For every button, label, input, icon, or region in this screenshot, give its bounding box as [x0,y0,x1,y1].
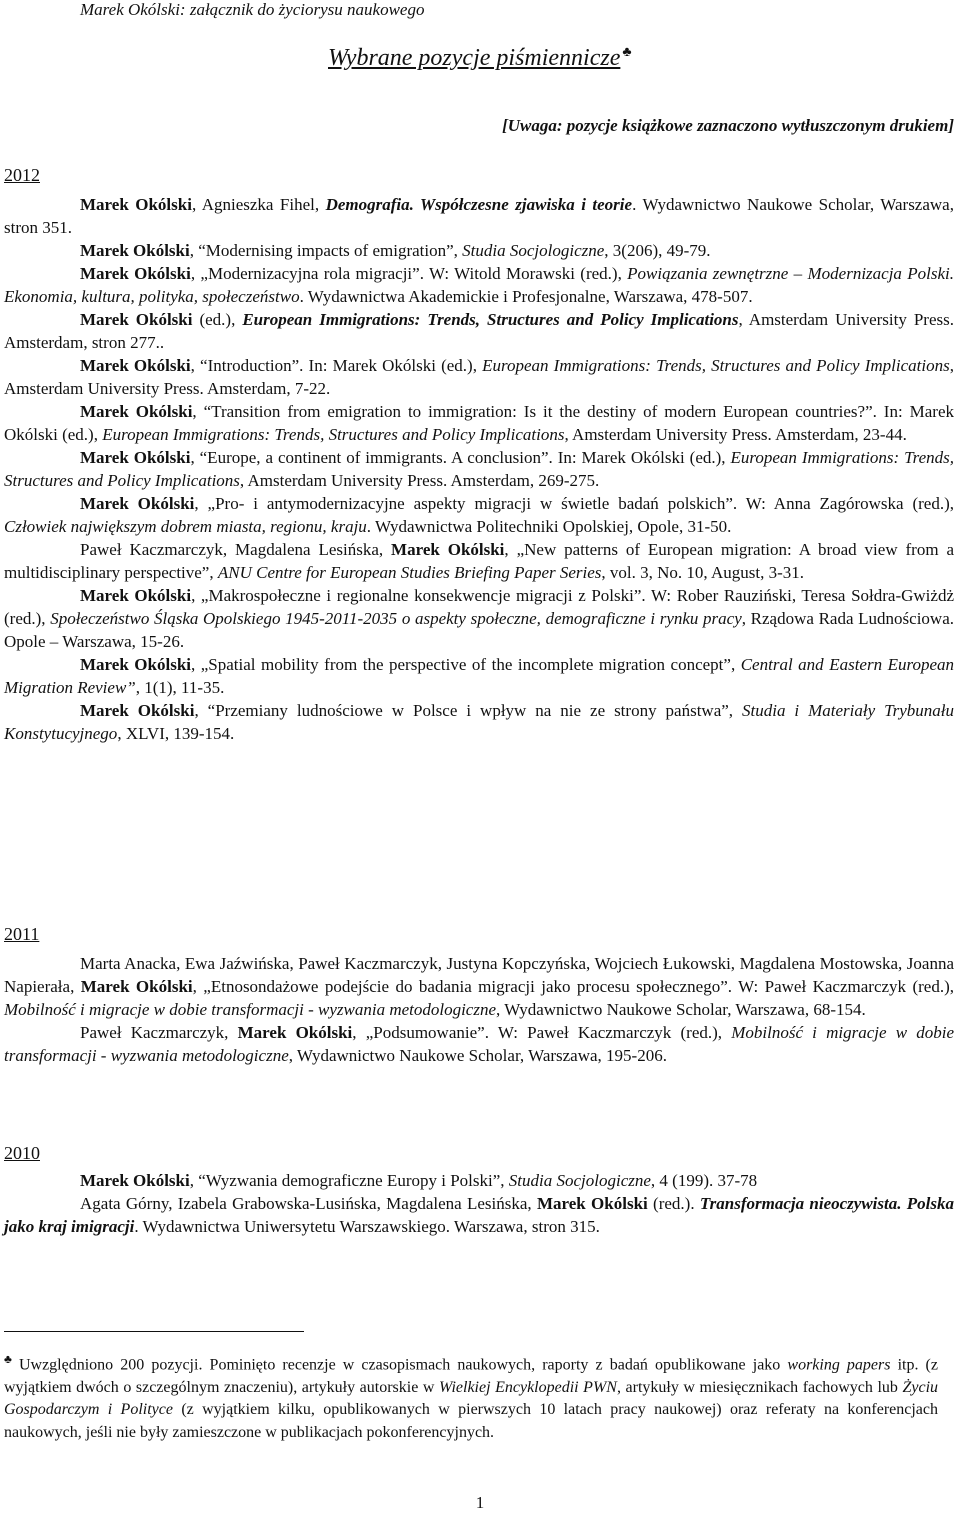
publication-title: Mobilność i migracje w dobie transformacji - wyzwania metodologiczne [4,1023,954,1065]
formatting-note: [Uwaga: pozycje książkowe zaznaczono wytłuszczonym drukiem] [502,116,954,135]
publication-title: Studia Socjologiczne [508,1171,651,1190]
publication-title: European Immigrations: Trends, Structures and Policy Implications [4,448,954,490]
citation-text: , Agnieszka Fihel, [191,195,326,214]
citation-text: , artykuły w miesięcznikach fachowych lub [616,1378,903,1396]
bibliography-entry [4,193,954,239]
citation-text: , “Europe, a continent of immigrants. A conclusion”. In: Marek Okólski (ed.), [190,448,731,467]
book-title: Transformacja nieoczywista. Polska jako kraj imigracji [4,1194,955,1236]
author-highlight: Marek Okólski [237,1023,353,1042]
year-section-2010 [4,1141,954,1238]
publication-title: Central and Eastern European Migration Review” [4,655,955,697]
citation-text: , 3(206), 49-79. [604,241,711,260]
citation-text: , “Wyzwania demograficzne Europy i Polski”, [189,1171,509,1190]
publication-title: European Immigrations: Trends, Structures and Policy Implications [102,425,565,444]
header-note: Marek Okólski: załącznik do życiorysu naukowego [80,0,425,19]
footnote-mark-icon: ♣ [622,45,632,60]
citation-text: Agata Górny, Izabela Grabowska-Lusińska, Magdalena Lesińska, [80,1194,537,1213]
bibliography-entry [4,1192,954,1238]
publication-title: Życiu Gospodarczym i Polityce [4,1378,939,1419]
bibliography-entry [4,239,954,262]
footnote-divider [4,1331,304,1332]
citation-text: , vol. 3, No. 10, August, 3-31. [601,563,805,582]
publication-title: European Immigrations: Trends, Structures and Policy Implications [482,356,950,375]
publication-title: Mobilność i migracje w dobie transformacji - wyzwania metodologiczne [4,1000,497,1019]
publication-title: ANU Centre for European Studies Briefing Paper Series [217,563,602,582]
author-highlight: Marek Okólski [80,402,193,421]
bibliography-list [4,193,954,745]
author-highlight: Marek Okólski [80,448,191,467]
bibliography-entry [4,584,954,653]
author-highlight: Marek Okólski [80,1171,190,1190]
bibliography-entry [4,1169,954,1192]
citation-text: , 4 (199). 37-78 [650,1171,758,1190]
author-highlight: Marek Okólski [80,195,192,214]
year-heading: 2010 [4,1143,40,1163]
citation-text: , „New patterns of European migration: A broad view from a multidisciplinary perspective”, [4,540,954,582]
citation-text: . Wydawnictwa Uniwersytetu Warszawskiego. Warszawa, stron 315. [134,1217,600,1236]
citation-text: , Rządowa Rada Ludnościowa. Opole – Warszawa, 15-26. [4,609,954,651]
citation-text: , “Introduction”. In: Marek Okólski (ed.), [190,356,483,375]
publication-title: working papers [787,1356,891,1374]
bibliography-entry [4,262,954,308]
bibliography-entry [4,354,954,400]
author-highlight: Marek Okólski [80,494,195,513]
citation-text: . Wydawnictwo Naukowe Scholar, Warszawa, stron 351. [4,195,954,237]
bibliography-entry [4,308,954,354]
author-highlight: Marek Okólski [80,241,190,260]
citation-text: , Wydawnictwo Naukowe Scholar, Warszawa, 195-206. [288,1046,667,1065]
bibliography-entry [4,492,954,538]
author-highlight: Marek Okólski [80,264,191,283]
citation-text: Uwzględniono 200 pozycji. Pominięto recenzje w czasopismach naukowych, raporty z badań opublikowane jako [18,1356,788,1374]
citation-text: , Amsterdam University Press. Amsterdam, 23-44. [564,425,907,444]
year-heading: 2012 [4,165,40,185]
book-title: Demografia. Współczesne zjawiska i teorie [325,195,633,214]
page-number: 1 [475,1493,485,1512]
citation-text: , “Transition from emigration to immigration: Is it the destiny of modern European countries?”. In: Marek Okólski (ed.), [4,402,954,444]
citation-text: (red.). [647,1194,700,1213]
bibliography-list [4,952,954,1067]
footnote-mark-icon: ♣ [4,1352,15,1366]
citation-text: Paweł Kaczmarczyk, Magdalena Lesińska, [80,540,392,559]
year-section-2011 [4,922,954,1067]
bibliography-entry [4,538,954,584]
citation-text: , „Podsumowanie”. W: Paweł Kaczmarczyk (red.), [352,1023,732,1042]
citation-text: (ed.), [192,310,243,329]
bibliography-entry [4,653,954,699]
author-highlight: Marek Okólski [391,540,505,559]
author-highlight: Marek Okólski [536,1194,648,1213]
author-highlight: Marek Okólski [80,655,191,674]
year-section-2012 [4,163,954,745]
author-highlight: Marek Okólski [80,356,191,375]
citation-text: , „Modernizacyjna rola migracji”. W: Witold Morawski (red.), [190,264,628,283]
footnote-text [4,1356,938,1441]
citation-text: , Amsterdam University Press. Amsterdam, stron 277.. [4,310,954,352]
year-heading: 2011 [4,924,40,944]
page-title [328,45,632,72]
citation-text: , Amsterdam University Press. Amsterdam, 269-275. [239,471,600,490]
publication-title: Studia Socjologiczne [462,241,605,260]
citation-text: , „Spatial mobility from the perspective of the incomplete migration concept”, [191,655,741,674]
citation-text: . Wydawnictwa Akademickie i Profesjonalne, Warszawa, 478-507. [299,287,753,306]
author-highlight: Marek Okólski [80,701,195,720]
citation-text: Paweł Kaczmarczyk, [80,1023,238,1042]
citation-text: , “Przemiany ludnościowe w Polsce i wpływ na nie ze strony państwa”, [194,701,742,720]
publication-title: Człowiek największym dobrem miasta, regionu, kraju [4,517,367,536]
publication-title: Społeczeństwo Śląska Opolskiego 1945-2011-2035 o aspekty społeczne, demograficzne i rynku pracy [50,609,742,628]
publication-title: Studia i Materiały Trybunału Konstytucyjnego [4,701,954,743]
citation-text: itp. (z wyjątkiem dwóch o szczególnym znaczeniu), artykuły autorskie w [4,1356,938,1396]
citation-text: , Wydawnictwo Naukowe Scholar, Warszawa, 68-154. [496,1000,866,1019]
book-title: European Immigrations: Trends, Structures and Policy Implications [242,310,739,329]
publication-title: Wielkiej Encyklopedii PWN [439,1378,617,1396]
citation-text: , 1(1), 11-35. [135,678,225,697]
bibliography-entry [4,400,954,446]
bibliography-entry [4,699,954,745]
citation-text: Marta Anacka, Ewa Jaźwińska, Paweł Kaczmarczyk, Justyna Kopczyńska, Wojciech Łukowski, Magdalena Mostowska, Joanna Napierała, [4,954,954,996]
bibliography-list [4,1169,954,1238]
citation-text: . Wydawnictwa Politechniki Opolskiej, Opole, 31-50. [366,517,732,536]
footnote [4,1348,938,1444]
citation-text: , “Modernising impacts of emigration”, [189,241,463,260]
citation-text: , „Makrospołeczne i regionalne konsekwencje migracji z Polski”. W: Rober Rauziński, Teresa Sołdra-Gwiżdż (red.), [4,586,954,628]
citation-text: , „Etnosondażowe podejście do badania migracji jako procesu społecznego”. W: Paweł Kaczmarczyk (red.), [192,977,954,996]
citation-text: , Amsterdam University Press. Amsterdam, 7-22. [4,356,954,398]
author-highlight: Marek Okólski [80,310,193,329]
bibliography-entry [4,1021,954,1067]
author-highlight: Marek Okólski [80,586,192,605]
title-text: Wybrane pozycje piśmiennicze [328,45,621,71]
bibliography-entry [4,952,954,1021]
bibliography-entry [4,446,954,492]
publication-title: Powiązania zewnętrzne – Modernizacja Polski. Ekonomia, kultura, polityka, społeczeństwo [4,264,954,306]
citation-text: (z wyjątkiem kilku, opublikowanych w pierwszych 10 latach pracy naukowej) oraz referaty na konferencjach naukowych, jeśli nie były zamieszczone w publikacjach pokonferencyjnych. [4,1401,939,1441]
citation-text: , „Pro- i antymodernizacyjne aspekty migracji w świetle badań polskich”. W: Anna Zagórowska (red.), [194,494,954,513]
author-highlight: Marek Okólski [80,977,193,996]
citation-text: , XLVI, 139-154. [117,724,235,743]
